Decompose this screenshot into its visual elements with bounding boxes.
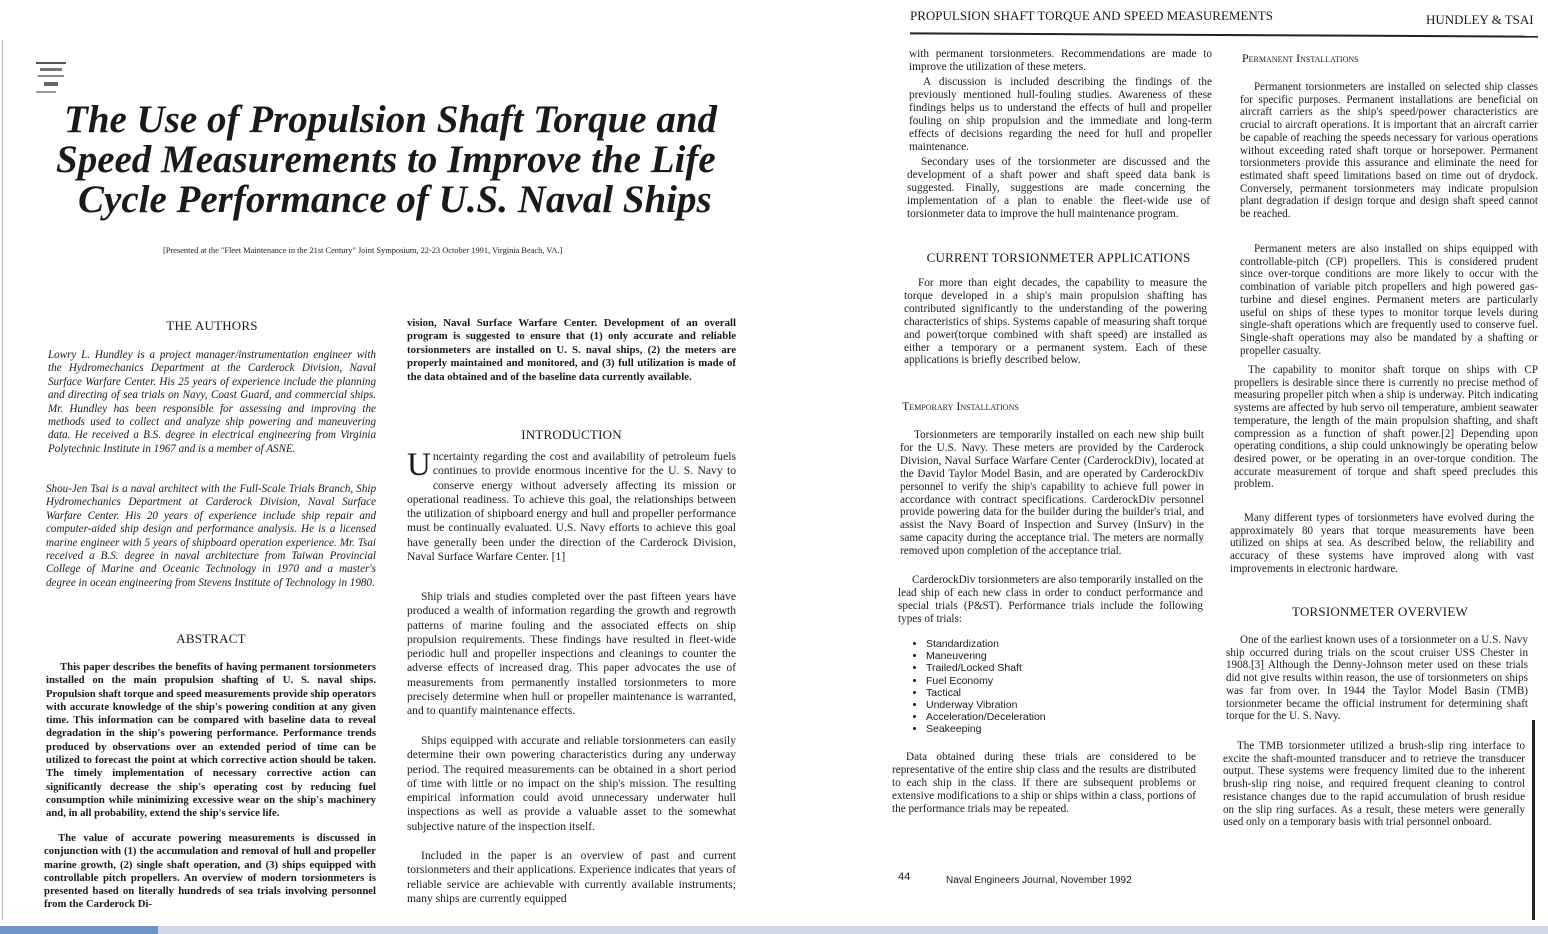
temporary-p2: CarderockDiv torsionmeters are also temporarily installed on the lead ship of each new class in order to conduct performance and special trials (P&ST). Performance trials include the following types of trials:	[898, 574, 1203, 625]
trial-item: • Seakeeping	[926, 723, 1126, 735]
introduction-heading: INTRODUCTION	[521, 427, 622, 442]
trial-item: • Trailed/Locked Shaft	[926, 662, 1126, 674]
trials-paragraph: Data obtained during these trials are considered to be representative of the entire ship class and the results are distributed to each ship in the class. If there are subsequent problems or extensive modifications to a ship or ships within a class, portions of the performance trials may be repeated.	[892, 751, 1196, 815]
bottom-bar	[0, 926, 1548, 934]
article-title	[56, 100, 756, 220]
title-line-1: The Use of Propulsion Shaft Torque and	[64, 98, 718, 141]
permanent-p1: Permanent torsionmeters are installed on selected ship classes for specific purposes. Permanent installations are beneficial on aircraft carriers as the ship's speed/power characteristics are crucial to aircraft operations. It is important that an aircraft carrier be capable of reaching the speeds necessary for various operations without exceeding rated shaft torque or horsepower. Permanent torsionmeters provide this assurance and eliminate the need for estimated shaft speed limitations based on time out of drydock. Conversely, permanent torsionmeters may indicate propulsion plant degradation if design torque and design shaft speed cannot be reached.	[1240, 81, 1538, 221]
permanent-p2: Permanent meters are also installed on ships equipped with controllable-pitch (CP) propellers. This is considered prudent since over-torque conditions are more likely to occur with the combination of variable pitch propellers and high powered gas-turbine and diesel engines. Permanent meters are particularly useful on ships of these types to monitor torque levels during single-shaft operations which are frequently used to conserve fuel. Single-shaft operations may also be mandated by a shafting or propeller casualty.	[1240, 243, 1538, 357]
trial-item: • Fuel Economy	[926, 675, 1126, 687]
overview-p2: The TMB torsionmeter utilized a brush-slip ring interface to excite the shaft-mounted transducer and to retrieve the transducer output. These systems were frequency limited due to the inherent brush-slip ring noise, and required frequent cleaning to control resistance changes due to the rapid accumulation of brush residue on the slip ring surfaces. As a result, these meters were generally used only on a temporary basis with trial personnel onboard.	[1223, 740, 1525, 829]
page-number: 44	[898, 871, 911, 883]
author1-bio: Lowry L. Hundley is a project manager/instrumentation engineer with the Hydromechanics Department at the Carderock Division, Naval Surface Warfare Center. His 25 years of experience include the planning and directing of sea trials on Navy, Coast Guard, and commercial ships. Mr. Hundley has been responsible for assessing and improving the methods used to collect and analyze ship powering and maneuvering data. He received a B.S. degree in electrical engineering from Virginia Polytechnic Institute in 1967 and is a member of ASNE.	[48, 349, 376, 455]
title-line-3: Cycle Performance of U.S. Naval Ships	[78, 178, 712, 221]
journal-footer: Naval Engineers Journal, November 1992	[946, 875, 1132, 886]
title-line-2: Speed Measurements to Improve the Life	[56, 138, 716, 181]
presented-note: [Presented at the "Fleet Maintenance in the 21st Century" Joint Symposium, 22-23 October 1991, Virginia Beach, VA.]	[163, 246, 563, 255]
overview-heading: TORSIONMETER OVERVIEW	[1292, 604, 1468, 619]
running-head-right: HUNDLEY & TSAI	[1426, 12, 1534, 27]
trial-item: • Maneuvering	[926, 650, 1126, 662]
temporary-heading: Temporary Installations	[902, 399, 1019, 413]
running-head-left: PROPULSION SHAFT TORQUE AND SPEED MEASUREMENTS	[910, 8, 1273, 23]
trial-item: • Tactical	[926, 687, 1126, 699]
current-applications-heading: CURRENT TORSIONMETER APPLICATIONS	[926, 250, 1191, 265]
trial-item: • Standardization	[926, 638, 1126, 650]
column2-continuation: vision, Naval Surface Warfare Center. Development of an overall program is suggested to ensure that (1) only accurate and reliable torsionmeters are installed on U. S. naval ships, (2) the meters are properly maintained and monitored, and (3) full utilization is made of the data obtained and of the baseline data currently available.	[407, 317, 736, 383]
permanent-p4: Many different types of torsionmeters have evolved during the approximately 80 years that torque measurements have been utilized on ships at sea. As described below, the reliability and accuracy of these systems have improved along with vast improvements in electronic hardware.	[1230, 512, 1534, 575]
page-gutter	[760, 0, 880, 934]
left-page-edge	[2, 40, 3, 920]
temporary-p1: Torsionmeters are temporarily installed on each new ship built for the U.S. Navy. These meters are provided by the Carderock Division, Naval Surface Warfare Center (CarderockDiv), located at the David Taylor Model Basin, and are operated by CarderockDiv personnel to verify the ship's capability to achieve full power in accordance with contract specifications. CarderockDiv personnel provide powering data for the builder during the builder's trial, and assist the Navy Board of Inspection and Survey (InSurv) in the same capacity during the acceptance trial. The meters are normally removed upon completion of the acceptance trial.	[900, 429, 1204, 558]
abstract-heading: ABSTRACT	[176, 631, 246, 646]
trial-item: • Acceleration/Deceleration	[926, 711, 1126, 723]
colA-p1: with permanent torsionmeters. Recommendations are made to improve the utilization of these meters.	[909, 48, 1212, 73]
intro-p4: Included in the paper is an overview of past and current torsionmeters and their applications. Experience indicates that years of reliable service are achievable with currently available instruments; many ships are currently equipped	[407, 849, 736, 905]
authors-heading: THE AUTHORS	[166, 318, 258, 333]
intro-p3: Ships equipped with accurate and reliable torsionmeters can easily determine their own powering characteristics during any underway period. The required measurements can be obtained in a short period of time with little or no impact on the ship's mission. The resulting empirical information could avoid unnecessary underwater hull inspections as well as provide a valuable asset to the somewhat subjective nature of the inspection itself.	[407, 734, 736, 833]
abstract-p2: The value of accurate powering measurements is discussed in conjunction with (1) the accumulation and removal of hull and propeller marine growth, (2) single shaft operation, and (3) ships equipped with controllable pitch propellers. An overview of modern torsionmeters is presented based on literally hundreds of sea trials involving personnel from the Carderock Di-	[44, 832, 376, 911]
current-p1: For more than eight decades, the capability to measure the torque developed in a ship's main propulsion shafting has contributed significantly to the understanding of the powering characteristics of ships. Systems capable of measuring shaft torque and power(torque combined with shaft speed) are installed as either a temporary or a permanent system. Each of these applications is briefly described below.	[904, 277, 1207, 367]
permanent-p3: The capability to monitor shaft torque on ships with CP propellers is desirable since there is currently no precise method of measuring propeller pitch when a ship is underway. Pitch indicating systems are affected by hub servo oil temperature, ambient seawater temperature, the length of the main propulsion shafting, and shaft compression as a function of shaft power.[2] Depending upon operating conditions, a ship could unknowingly be operating below desired power, or be operating in an over-torque condition. The accurate measurement of torque and shaft speed precludes this problem.	[1234, 364, 1538, 491]
trial-item: • Underway Vibration	[926, 699, 1126, 711]
author2-bio: Shou-Jen Tsai is a naval architect with the Full-Scale Trials Branch, Ship Hydromechanics Department at Carderock Division, Naval Surface Warfare Center. His 20 years of experience include ship repair and computer-aided ship design and performance analysis. He is a licensed marine engineer with 5 years of shipboard operation experience. Mr. Tsai received a B.S. degree in naval architecture from Taiwan Provincial College of Marine and Oceanic Technology in 1970 and a master's degree in ocean engineering from Stevens Institute of Technology in 1980.	[46, 483, 376, 589]
permanent-heading: Permanent Installations	[1242, 51, 1359, 65]
intro-p1	[407, 447, 736, 564]
left-page	[0, 0, 760, 934]
right-page-edge	[1532, 720, 1535, 920]
header-rule	[910, 32, 1538, 37]
trials-list	[910, 638, 1126, 736]
colA-p3: Secondary uses of the torsionmeter are discussed and the development of a shaft power and shaft speed data bank is suggested. Finally, suggestions are made concerning the implementation of a plan to enable the fleet-wide use of torsionmeter data to improve the hull maintenance program.	[907, 156, 1210, 220]
intro-p1-text: ncertainty regarding the cost and availability of petroleum fuels continues to provide enormous incentive for the U. S. Navy to conserve energy without adversely affecting its mission or operational readiness. To achieve this goal, the relationships between the utilization of shipboard energy and hull and propeller performance must be continually evaluated. U.S. Navy efforts to achieve this goal have generally been under the direction of the Carderock Division, Naval Surface Warfare Center. [1]	[407, 450, 736, 564]
overview-p1: One of the earliest known uses of a torsionmeter on a U.S. Navy ship occurred during trials on the scout cruiser USS Chester in 1908.[3] Although the Denny-Johnson meter used on these trials did not give results within reason, the use of torsionmeters on ships was far from over. In 1944 the Taylor Model Basin (TMB) torsionmeter became the official instrument for determining shaft torque for the U. S. Navy.	[1226, 634, 1528, 723]
intro-p2: Ship trials and studies completed over the past fifteen years have produced a wealth of information regarding the growth and regrowth patterns of marine fouling and the associated effects on ship propulsion requirements. These findings have resulted in fleet-wide periodic hull and propeller inspections and cleanings to counter the adverse effects of increased drag. This paper advocates the use of measurements from permanently installed torsionmeters to more precisely determine when hull or propeller maintenance is warranted, and to quantify maintenance effects.	[407, 590, 736, 718]
colA-p2: A discussion is included describing the findings of the previously mentioned hull-fouling studies. Awareness of these findings helps us to understand the effects of hull and propeller fouling on ship propulsion and the immediate and long-term effects of decisions regarding the need for hull and propeller maintenance.	[909, 76, 1212, 153]
abstract-p1: This paper describes the benefits of having permanent torsionmeters installed on the main propulsion shafting of U. S. naval ships. Propulsion shaft torque and speed measurements provide ship operators with accurate knowledge of the ship's powering condition at any given time. This information can be compared with baseline data to reveal degradation in the ship's powering performance. Performance trends produced by observations over an extended period of time can be utilized to forecast the point at which corrective action should be taken. The timely implementation of necessary corrective action can significantly decrease the ship's operating cost by reducing fuel consumption while minimizing excessive wear on the ship's machinery and, in all probability, extend the ship's service life.	[46, 661, 376, 820]
right-page	[880, 0, 1548, 934]
bottom-bar-segment	[0, 926, 158, 934]
intro-dropcap: U	[407, 447, 431, 483]
